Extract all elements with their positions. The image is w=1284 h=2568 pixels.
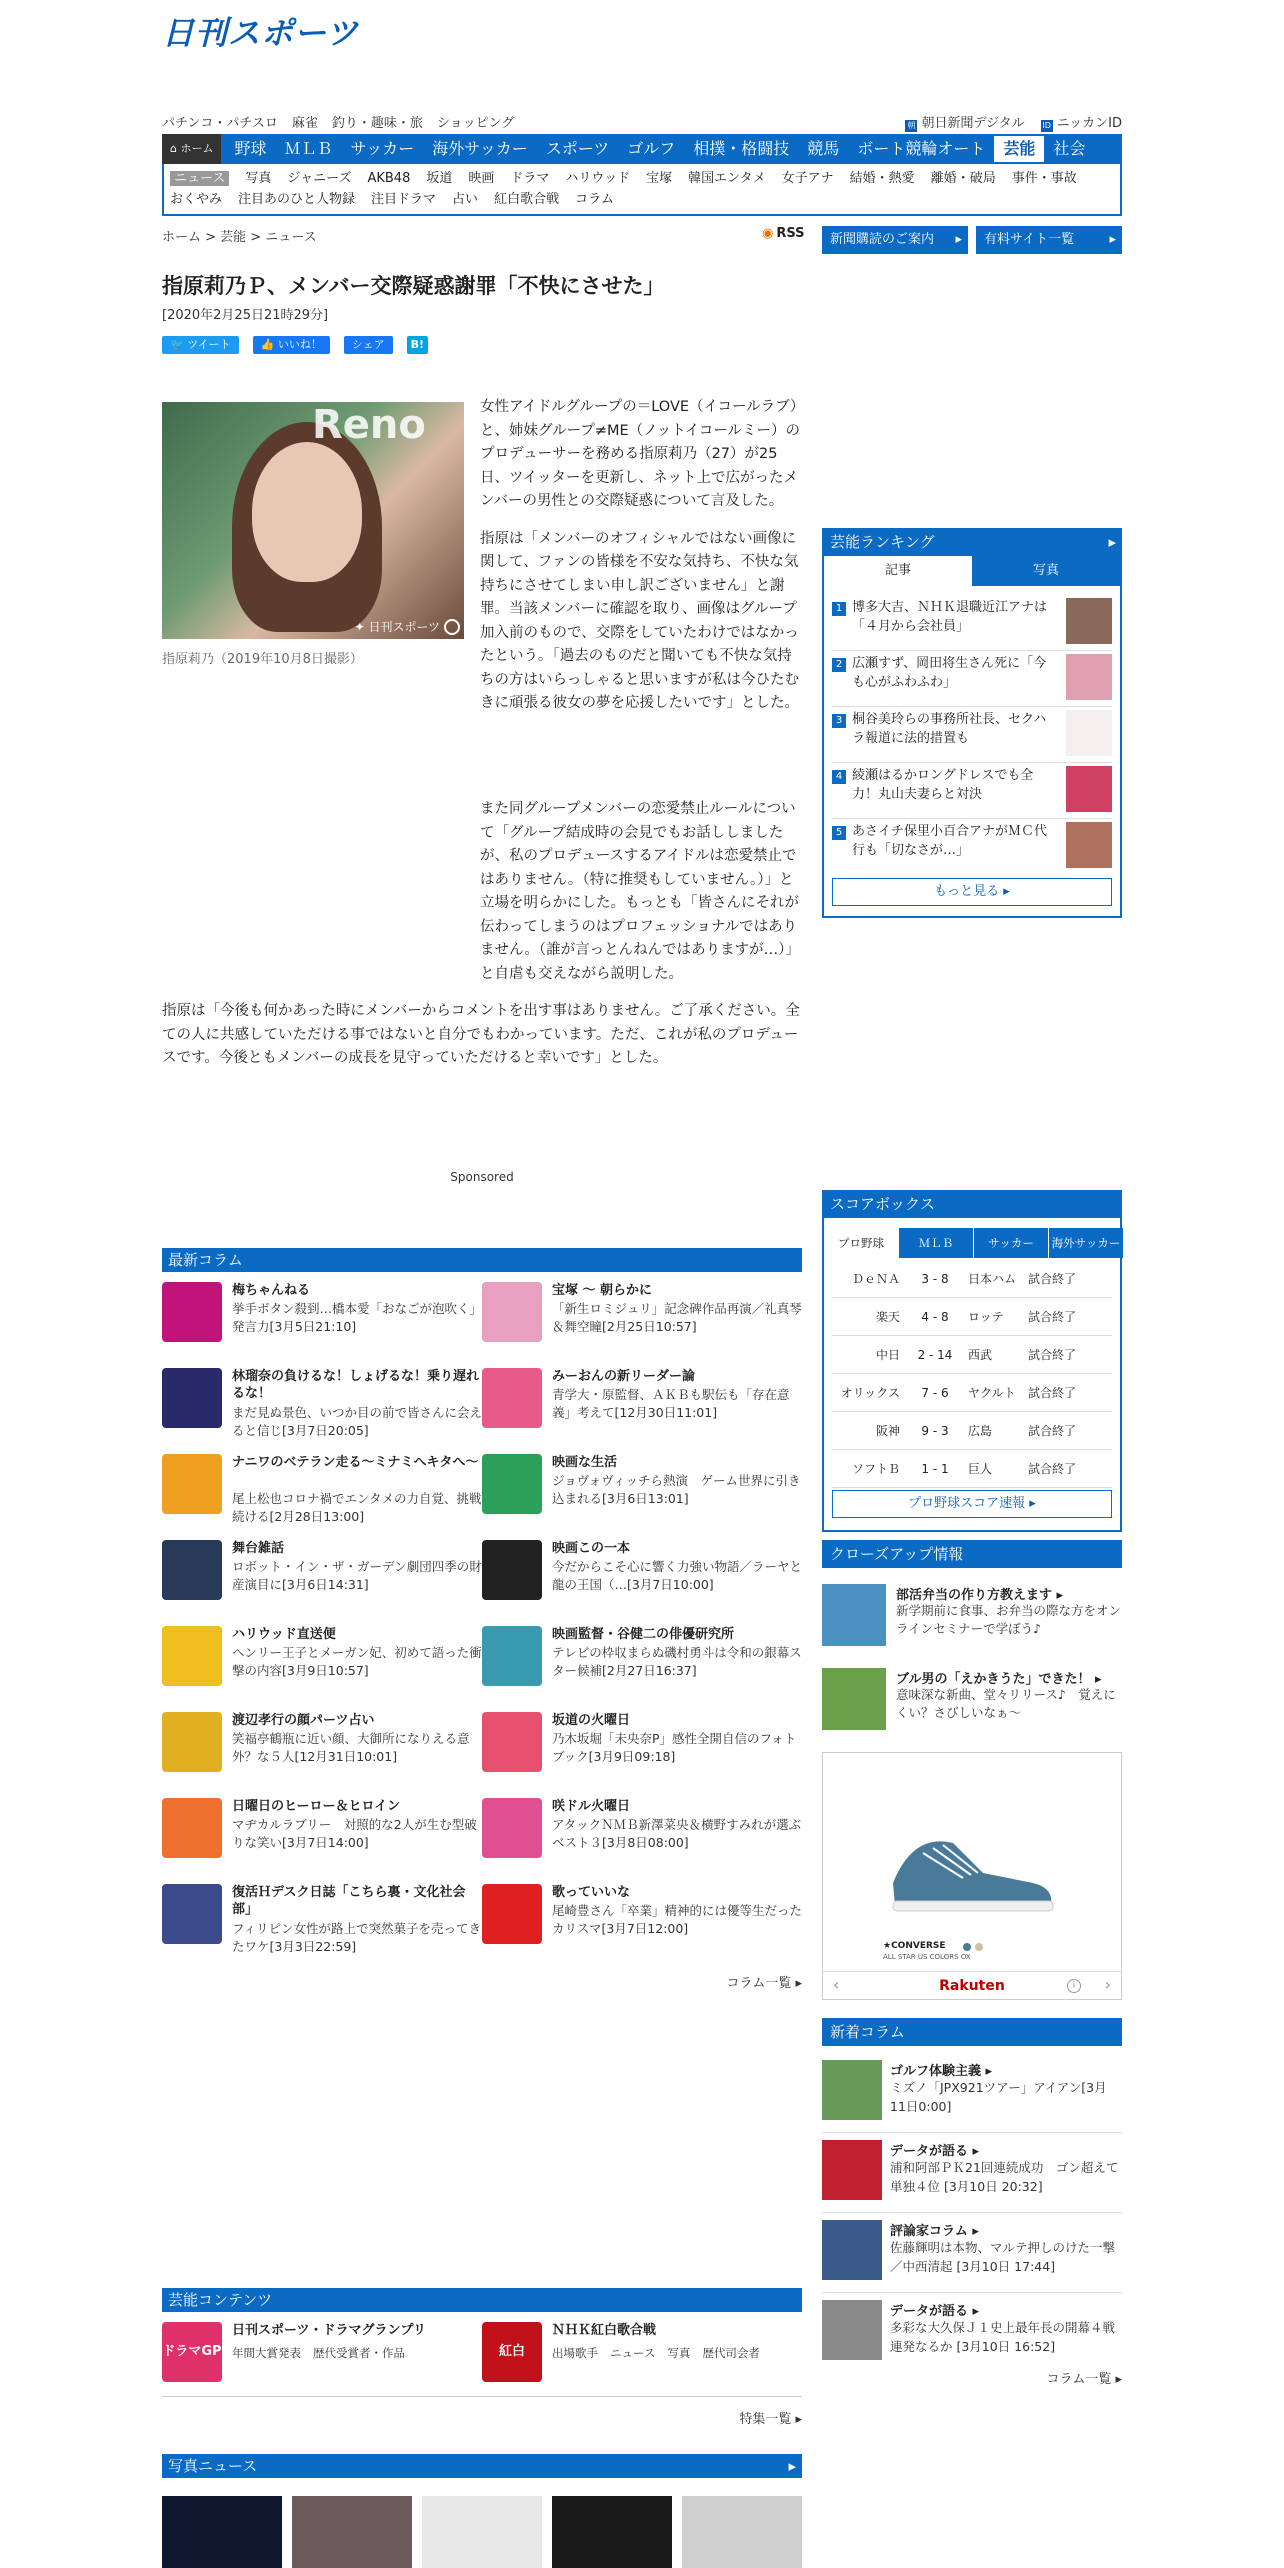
category-link[interactable]: 写真 xyxy=(245,171,272,186)
ranking-text[interactable]: あさイチ保里小百合アナがＭＣ代行も「切なさが…」 xyxy=(852,824,1048,858)
asahi-digital-link[interactable]: 朝 朝日新聞デジタル xyxy=(907,116,1025,131)
home-team: オリックス xyxy=(840,1386,900,1400)
content-link[interactable]: 歴代受賞者・作品 xyxy=(313,2346,405,2360)
score: 9 - 3 xyxy=(921,1424,949,1438)
category-link[interactable]: ハリウッド xyxy=(565,171,631,186)
column-title[interactable]: 映画な生活 xyxy=(552,1455,618,1470)
ranking-item[interactable] xyxy=(832,710,1112,758)
game-status: 試合終了 xyxy=(1028,1348,1077,1362)
new-column-thumb xyxy=(822,2300,882,2360)
column-desc: 「新生ロミジュリ」記念碑作品再演／礼真琴＆舞空瞳[2月25日10:57] xyxy=(552,1301,802,1334)
game-status: 試合終了 xyxy=(1028,1310,1077,1324)
photo-news-thumb[interactable] xyxy=(162,2496,282,2568)
article-paragraph: 指原は「今後も何かあった時にメンバーからコメントを出す事はありません。ご了承ください。全ての人に共感していただける事ではないと自分でもわかっています。ただ、これが私のプロデュースです。今後ともメンバーの成長を見守っていただけると幸いです」とした。 xyxy=(162,1003,800,1066)
nav-item[interactable]: 芸能 xyxy=(994,136,1044,162)
contents-heading: 芸能コンテンツ xyxy=(162,2288,802,2312)
column-thumb xyxy=(162,1884,222,1944)
divider xyxy=(832,650,1112,651)
photo-news-thumb[interactable] xyxy=(422,2496,542,2568)
category-link[interactable]: 離婚・破局 xyxy=(930,171,996,186)
ranking-number: 3 xyxy=(832,714,846,728)
ranking-thumb xyxy=(1066,710,1112,756)
new-column-item[interactable] xyxy=(822,2300,1122,2370)
column-item[interactable] xyxy=(162,1454,482,1534)
column-desc: マヂカルラブリー 対照的な2人が生む型破りな笑い[3月7日14:00] xyxy=(232,1817,477,1850)
columns-more-link[interactable]: コラム一覧 ▸ xyxy=(726,1972,802,1991)
category-link[interactable]: 占い xyxy=(452,192,479,207)
ranking-number: 5 xyxy=(832,826,846,840)
column-thumb xyxy=(482,1540,542,1600)
article-paragraph: また同グループメンバーの恋愛禁止ルールについて「グループ結成時の会見でもお話ししましたが、私のプロデュースするアイドルは恋愛禁止ではありません。（特に推奨もしていません。）」と立場を明らかにした。もっとも「皆さんにそれが伝わってしまうのはプロフェッショナルではありません。（誰が言っとんねんではありますが…）」と自虐も交えながら説明した。 xyxy=(480,801,800,982)
column-title[interactable]: 宝塚 〜 朝らかに xyxy=(552,1283,653,1298)
article-title: 指原莉乃Ｐ、メンバー交際疑惑謝罪「不快にさせた」 xyxy=(162,274,665,298)
home-team: ＤｅＮＡ xyxy=(851,1272,900,1286)
column-item[interactable] xyxy=(482,1626,802,1706)
score-row[interactable] xyxy=(832,1374,1112,1412)
new-column-title[interactable]: データが語る ▸ xyxy=(890,2300,979,2319)
column-desc: まだ見ぬ景色、いつか目の前で皆さんに会えると信じ[3月7日20:05] xyxy=(232,1405,483,1438)
ad-banner[interactable] xyxy=(822,1752,1122,2000)
shoe-image xyxy=(883,1813,1063,1923)
divider xyxy=(822,2212,1122,2213)
category-link[interactable]: 結婚・熱愛 xyxy=(849,171,915,186)
photo-backdrop-text: Reno xyxy=(312,402,426,448)
divider xyxy=(832,762,1112,763)
new-column-desc: 多彩な大久保Ｊ１史上最年長の開幕４戦連発なるか [3月10日 16:52] xyxy=(890,2320,1116,2354)
column-title[interactable]: ナニワのベテラン走る〜ミナミへキタへ〜 xyxy=(232,1455,479,1470)
content-links xyxy=(232,2344,482,2362)
column-title[interactable]: 日曜日のヒーロー＆ヒロイン xyxy=(232,1799,401,1814)
nav-item[interactable]: ゴルフ xyxy=(627,139,676,158)
score-tab[interactable]: 海外サッカー xyxy=(1049,1228,1124,1258)
score: 7 - 6 xyxy=(921,1386,949,1400)
article-body-wrap xyxy=(162,798,802,1071)
game-status: 試合終了 xyxy=(1028,1462,1077,1476)
closeup-thumb xyxy=(822,1584,886,1646)
ranking-number: 1 xyxy=(832,602,846,616)
content-links xyxy=(552,2344,802,2362)
column-thumb xyxy=(482,1368,542,1428)
column-item[interactable] xyxy=(162,1884,482,1964)
column-thumb xyxy=(162,1540,222,1600)
new-column-desc: ミズノ「JPX921ツアー」アイアン[3月11日0:00] xyxy=(890,2080,1107,2114)
photo-news-thumb[interactable] xyxy=(682,2496,802,2568)
content-link[interactable]: 出場歌手 xyxy=(552,2346,598,2360)
category-link[interactable]: コラム xyxy=(575,192,614,207)
nav-item[interactable]: 相撲・格闘技 xyxy=(693,139,790,158)
ranking-text[interactable]: 綾瀬はるかロングドレスでも全力！丸山夫妻らと対決 xyxy=(852,768,1034,802)
ranking-more-button[interactable]: もっと見る ▸ xyxy=(832,878,1112,906)
column-desc: 尾上松也コロナ禍でエンタメの力自覚、挑戦続ける[2月28日13:00] xyxy=(232,1491,482,1524)
column-title[interactable]: みーおんの新リーダー論 xyxy=(552,1369,696,1384)
new-columns-heading: 新着コラム xyxy=(822,2018,1122,2046)
content-link[interactable]: 歴代司会者 xyxy=(702,2346,760,2360)
article-paragraph: 女性アイドルグループの＝LOVE（イコールラブ）と、姉妹グループ≠ME（ノットイコールミー）のプロデューサーを務める指原莉乃（27）が25日、ツイッターを更新し、ネット上で広がったメンバーの男性との交際疑惑について言及した。 xyxy=(480,399,801,509)
content-badge: 紅白 xyxy=(482,2322,542,2382)
new-column-item[interactable] xyxy=(822,2140,1122,2210)
closeup-item[interactable] xyxy=(822,1584,1122,1654)
sidebar xyxy=(822,0,1122,2568)
ad-store[interactable]: Rakuten xyxy=(823,1971,1121,1999)
score-row[interactable] xyxy=(832,1336,1112,1374)
content-link[interactable]: 写真 xyxy=(667,2346,691,2360)
latest-columns-heading: 最新コラム xyxy=(162,1248,802,1272)
subscribe-button[interactable]: 新聞購読のご案内 ▸ xyxy=(822,226,968,254)
column-title[interactable]: 坂道の火曜日 xyxy=(552,1713,631,1728)
asahi-icon: 朝 xyxy=(907,121,916,130)
ad-prev-icon[interactable]: ‹ xyxy=(833,1975,840,1994)
column-item[interactable] xyxy=(482,1540,802,1620)
category-link[interactable]: 坂道 xyxy=(426,171,453,186)
content-item[interactable] xyxy=(162,2322,482,2386)
new-column-thumb xyxy=(822,2060,882,2120)
article-paragraph: 指原は「メンバーのオフィシャルではない画像に関して、ファンの皆様を不安な気持ち、不快な気持ちにさせてしまい申し訳ございません」と謝罪。当該メンバーに確認を取り、画像はグループ加入前のもので、交際をしていたわけではなかったという。「過去のものだと聞いても不快な気持ちの方はいらっしゃると思いますが私は今ひたむきに頑張る彼女の夢を応援したいです」とした。 xyxy=(480,530,799,711)
home-team: ソフトＢ xyxy=(851,1462,900,1476)
category-link[interactable]: 事件・事故 xyxy=(1011,171,1077,186)
scorebox xyxy=(822,1218,1122,1532)
column-item[interactable] xyxy=(162,1368,482,1448)
photo-face xyxy=(252,442,362,582)
score-row[interactable] xyxy=(832,1298,1112,1336)
column-item[interactable] xyxy=(482,1454,802,1534)
divider xyxy=(832,706,1112,707)
rss-icon: ◉ xyxy=(762,226,774,241)
new-column-title[interactable]: ゴルフ体験主義 ▸ xyxy=(890,2060,992,2079)
category-link[interactable]: 紅白歌合戦 xyxy=(494,192,560,207)
column-item[interactable] xyxy=(162,1540,482,1620)
away-team: 広島 xyxy=(968,1424,993,1438)
home-team: 阪神 xyxy=(875,1424,900,1438)
away-team: 西武 xyxy=(968,1348,993,1362)
share-button[interactable]: シェア xyxy=(344,336,393,354)
ranking-thumb xyxy=(1066,766,1112,812)
like-button[interactable]: 👍 いいね！ xyxy=(253,336,330,354)
category-link[interactable]: ドラマ xyxy=(510,171,550,186)
closeup-desc: 新学期前に食事、お弁当の際な方をオンラインセミナーで学ぼう♪ xyxy=(896,1603,1122,1636)
category-link[interactable]: 韓国エンタメ xyxy=(688,171,766,186)
column-thumb xyxy=(162,1626,222,1686)
site-logo[interactable] xyxy=(162,12,359,50)
away-team: 日本ハム xyxy=(968,1272,1017,1286)
closeup-thumb xyxy=(822,1668,886,1730)
game-status: 試合終了 xyxy=(1028,1272,1077,1286)
features-more-link[interactable]: 特集一覧 ▸ xyxy=(739,2408,802,2427)
ranking-item[interactable] xyxy=(832,822,1112,870)
column-item[interactable] xyxy=(482,1798,802,1878)
score: 2 - 14 xyxy=(917,1348,953,1362)
closeup-desc: 意味深な新曲、堂々リリース♪ 覚えにくい？さびしいなぁ〜 xyxy=(896,1687,1116,1720)
zoom-icon[interactable] xyxy=(444,619,460,635)
sponsored-label: Sponsored xyxy=(450,1170,514,1184)
column-thumb xyxy=(482,1282,542,1342)
away-team: ヤクルト xyxy=(968,1386,1016,1400)
score-row[interactable] xyxy=(832,1260,1112,1298)
column-desc: 笑福亭鶴瓶に近い顔、大御所になりえる意外？な５人[12月31日10:01] xyxy=(232,1731,470,1764)
game-status: 試合終了 xyxy=(1028,1424,1077,1438)
photo-watermark: ✦ 日刊スポーツ xyxy=(354,620,440,634)
new-column-item[interactable] xyxy=(822,2220,1122,2290)
ad-info-icon[interactable]: i xyxy=(1067,1979,1081,1993)
new-columns-more-link[interactable]: コラム一覧 ▸ xyxy=(1046,2368,1122,2387)
color-swatch[interactable] xyxy=(975,1943,983,1951)
share-buttons xyxy=(162,336,428,354)
score: 3 - 8 xyxy=(921,1272,949,1286)
column-thumb xyxy=(482,1798,542,1858)
nav-item[interactable]: ＭＬＢ xyxy=(284,139,333,158)
new-column-desc: 浦和阿部ＰＫ21回連続成功 ゴン超えて単独４位 [3月10日 20:32] xyxy=(890,2160,1119,2194)
ranking-item[interactable] xyxy=(832,598,1112,646)
game-status: 試合終了 xyxy=(1028,1386,1077,1400)
column-item[interactable] xyxy=(482,1368,802,1448)
category-link[interactable]: AKB48 xyxy=(367,171,411,186)
score-tab[interactable]: ＭＬＢ xyxy=(899,1228,974,1258)
category-link[interactable]: 映画 xyxy=(468,171,495,186)
utility-link[interactable]: パチンコ・パチスロ xyxy=(162,116,278,131)
content-link[interactable]: ニュース xyxy=(610,2346,656,2360)
ranking-thumb xyxy=(1066,654,1112,700)
score-row[interactable] xyxy=(832,1412,1112,1450)
column-item[interactable] xyxy=(482,1712,802,1792)
column-thumb xyxy=(482,1712,542,1772)
content-title[interactable]: ＮＨＫ紅白歌合戦 xyxy=(552,2323,657,2338)
column-thumb xyxy=(482,1626,542,1686)
category-link[interactable]: おくやみ xyxy=(170,192,223,207)
rss-link[interactable]: ◉ RSS xyxy=(762,226,805,241)
nav-item[interactable]: スポーツ xyxy=(545,139,610,158)
breadcrumb[interactable]: ホーム > 芸能 > ニュース xyxy=(162,230,317,245)
home-team: 楽天 xyxy=(875,1310,900,1324)
column-desc: ジョヴォヴィッチら熱演 ゲーム世界に引き込まれる[3月6日13:01] xyxy=(552,1473,801,1506)
column-thumb xyxy=(162,1368,222,1428)
ranking-item[interactable] xyxy=(832,654,1112,702)
tab-photos[interactable]: 写真 xyxy=(972,556,1120,586)
utility-link[interactable]: 麻雀 xyxy=(291,116,318,131)
ranking-number: 4 xyxy=(832,770,846,784)
hatena-button[interactable]: B! xyxy=(407,336,428,354)
new-column-thumb xyxy=(822,2220,882,2280)
column-desc: ヘンリー王子とメーガン妃、初めて語った衝撃の内容[3月9日10:57] xyxy=(232,1645,482,1678)
paid-sites-button[interactable]: 有料サイト一覧 ▸ xyxy=(976,226,1122,254)
column-title[interactable]: 渡辺孝行の顔パーツ占い xyxy=(232,1713,375,1728)
column-desc: 青学大・原監督、ＡＫＢも駅伝も「存在意義」考えて[12月30日11:01] xyxy=(552,1387,790,1420)
nikkan-id-icon: ID xyxy=(1042,121,1051,130)
column-desc: ロボット・イン・ザ・ガーデン劇団四季の財産演目に[3月6日14:31] xyxy=(232,1559,482,1592)
column-title[interactable]: 梅ちゃんねる xyxy=(232,1283,311,1298)
column-item[interactable] xyxy=(482,1884,802,1964)
column-thumb xyxy=(162,1454,222,1514)
column-title[interactable]: ハリウッド直送便 xyxy=(232,1627,336,1642)
ad-sub: ALL STAR US COLORS OX xyxy=(883,1953,971,1961)
category-link[interactable]: 注目あのひと人物録 xyxy=(238,192,356,207)
category-link[interactable]: ニュース xyxy=(170,171,229,186)
column-thumb xyxy=(162,1798,222,1858)
nav-home[interactable]: ⌂ ホーム xyxy=(162,134,221,164)
ranking-item[interactable] xyxy=(832,766,1112,814)
scorebox-heading: スコアボックス xyxy=(822,1190,1122,1218)
ranking-box xyxy=(822,556,1122,918)
content-item[interactable] xyxy=(482,2322,802,2386)
column-thumb xyxy=(162,1712,222,1772)
photo-news-thumb[interactable] xyxy=(552,2496,672,2568)
home-team: 中日 xyxy=(875,1348,900,1362)
category-link[interactable]: 宝塚 xyxy=(646,171,673,186)
color-swatch[interactable] xyxy=(963,1943,971,1951)
column-item[interactable] xyxy=(162,1282,482,1362)
column-desc: テレビの枠収まらぬ磯村勇斗は令和の銀幕スター候補[2月27日16:37] xyxy=(552,1645,802,1678)
article-body xyxy=(480,396,802,730)
ad-brand: ★CONVERSE xyxy=(883,1941,946,1951)
column-item[interactable] xyxy=(162,1798,482,1878)
score-row[interactable] xyxy=(832,1450,1112,1488)
divider xyxy=(822,2132,1122,2133)
column-desc: フィリピン女性が路上で突然菓子を売ってきたワケ[3月3日22:59] xyxy=(232,1921,482,1954)
article-date: [2020年2月25日21時29分] xyxy=(162,308,329,323)
nav-item[interactable]: ボート競輪オート xyxy=(857,139,986,158)
site-logo-text: 日刊スポーツ xyxy=(162,14,359,52)
score: 1 - 1 xyxy=(921,1462,949,1476)
category-link[interactable]: 注目ドラマ xyxy=(371,192,437,207)
column-title[interactable]: 映画監督・谷健二の俳優研究所 xyxy=(552,1627,735,1642)
divider xyxy=(822,2292,1122,2293)
new-column-desc: 佐藤輝明は本物、マルテ押しのけた一撃／中西清起 [3月10日 17:44] xyxy=(890,2240,1116,2274)
ad-next-icon[interactable]: › xyxy=(1104,1975,1111,1994)
column-title[interactable]: 映画この一本 xyxy=(552,1541,631,1556)
divider xyxy=(832,818,1112,819)
column-item[interactable] xyxy=(162,1626,482,1706)
column-item[interactable] xyxy=(162,1712,482,1792)
category-link[interactable]: 女子アナ xyxy=(781,171,834,186)
ranking-heading[interactable]: 芸能ランキング ▸ xyxy=(822,528,1122,556)
ranking-text[interactable]: 桐谷美玲らの事務所社長、セクハラ報道に法的措置も xyxy=(852,712,1047,746)
ranking-text[interactable]: 博多大吉、ＮＨＫ退職近江アナは「４月から会社員」 xyxy=(852,600,1048,634)
column-desc: 乃木坂堀「未央奈P」感性全開自信のフォトブック[3月9日09:18] xyxy=(552,1731,797,1764)
new-column-item[interactable] xyxy=(822,2060,1122,2130)
divider xyxy=(162,2396,802,2397)
ranking-number: 2 xyxy=(832,658,846,672)
away-team: ロッテ xyxy=(968,1310,1004,1324)
new-column-title[interactable]: 評論家コラム ▸ xyxy=(890,2220,979,2239)
photo-news-thumb[interactable] xyxy=(292,2496,412,2568)
column-title[interactable]: 舞台雑話 xyxy=(232,1541,285,1556)
column-title[interactable]: 林瑠奈の負けるな！しょげるな！乗り遅れるな！ xyxy=(232,1369,480,1401)
column-desc: 挙手ボタン殺到…橋本愛「おなごが泡吹く」発言力[3月5日21:10] xyxy=(232,1301,483,1334)
photo-caption: 指原莉乃（2019年10月8日撮影） xyxy=(162,652,363,667)
column-title[interactable]: 咲ドル火曜日 xyxy=(552,1799,631,1814)
nav-item[interactable]: サッカー xyxy=(350,139,415,158)
content-link[interactable]: 年間大賞発表 xyxy=(232,2346,301,2360)
column-desc: アタックＮＭＢ新澤菜央＆横野すみれが選ぶベスト３[3月8日08:00] xyxy=(552,1817,802,1850)
column-item[interactable] xyxy=(482,1282,802,1362)
article-photo[interactable] xyxy=(162,402,464,639)
new-column-thumb xyxy=(822,2140,882,2200)
ranking-thumb xyxy=(1066,598,1112,644)
column-thumb xyxy=(482,1884,542,1944)
nikkan-id-link[interactable]: ID ニッカンID xyxy=(1042,116,1122,131)
nav-item[interactable]: 野球 xyxy=(234,139,267,158)
score-tab[interactable]: プロ野球 xyxy=(824,1228,899,1258)
content-badge: ドラマGP xyxy=(162,2322,222,2382)
ranking-thumb xyxy=(1066,822,1112,868)
photo-news-heading: 写真ニュース ▸ xyxy=(162,2454,802,2478)
nav-item[interactable]: 海外サッカー xyxy=(432,139,528,158)
nav-item[interactable]: 競馬 xyxy=(807,139,840,158)
utility-link[interactable]: ショッピング xyxy=(436,116,515,131)
column-thumb xyxy=(482,1454,542,1514)
column-title[interactable]: 歌っていいな xyxy=(552,1885,631,1900)
closeup-title[interactable]: ブル男の「えかきうた」できた！ ▸ xyxy=(896,1668,1122,1687)
scorebox-more-button[interactable]: プロ野球スコア速報 ▸ xyxy=(832,1490,1112,1518)
tab-articles[interactable]: 記事 xyxy=(824,556,972,586)
category-link[interactable]: ジャニーズ xyxy=(287,171,352,186)
content-title[interactable]: 日刊スポーツ・ドラマグランプリ xyxy=(232,2323,426,2338)
closeup-item[interactable] xyxy=(822,1668,1122,1738)
score-tab[interactable]: サッカー xyxy=(974,1228,1049,1258)
nav-item[interactable]: 社会 xyxy=(1053,139,1086,158)
tweet-button[interactable]: 🐦 ツイート xyxy=(162,336,239,354)
column-thumb xyxy=(162,1282,222,1342)
column-title[interactable]: 復活Ｈデスク日誌「こちら裏・文化社会部」 xyxy=(232,1885,466,1917)
ranking-text[interactable]: 広瀬すず、岡田将生さん死に「今も心がふわふわ」 xyxy=(852,656,1047,690)
away-team: 巨人 xyxy=(968,1462,993,1476)
closeup-title[interactable]: 部活弁当の作り方教えます ▸ xyxy=(896,1584,1122,1603)
utility-link[interactable]: 釣り・趣味・旅 xyxy=(331,116,423,131)
column-desc: 今だからこそ心に響く力強い物語／ラーヤと龍の王国（…[3月7日10:00] xyxy=(552,1559,803,1592)
closeup-heading: クローズアップ情報 xyxy=(822,1540,1122,1568)
score: 4 - 8 xyxy=(921,1310,949,1324)
column-desc: 尾崎豊さん「卒業」精神的には優等生だったカリスマ[3月7日12:00] xyxy=(552,1903,803,1936)
new-column-title[interactable]: データが語る ▸ xyxy=(890,2140,979,2159)
